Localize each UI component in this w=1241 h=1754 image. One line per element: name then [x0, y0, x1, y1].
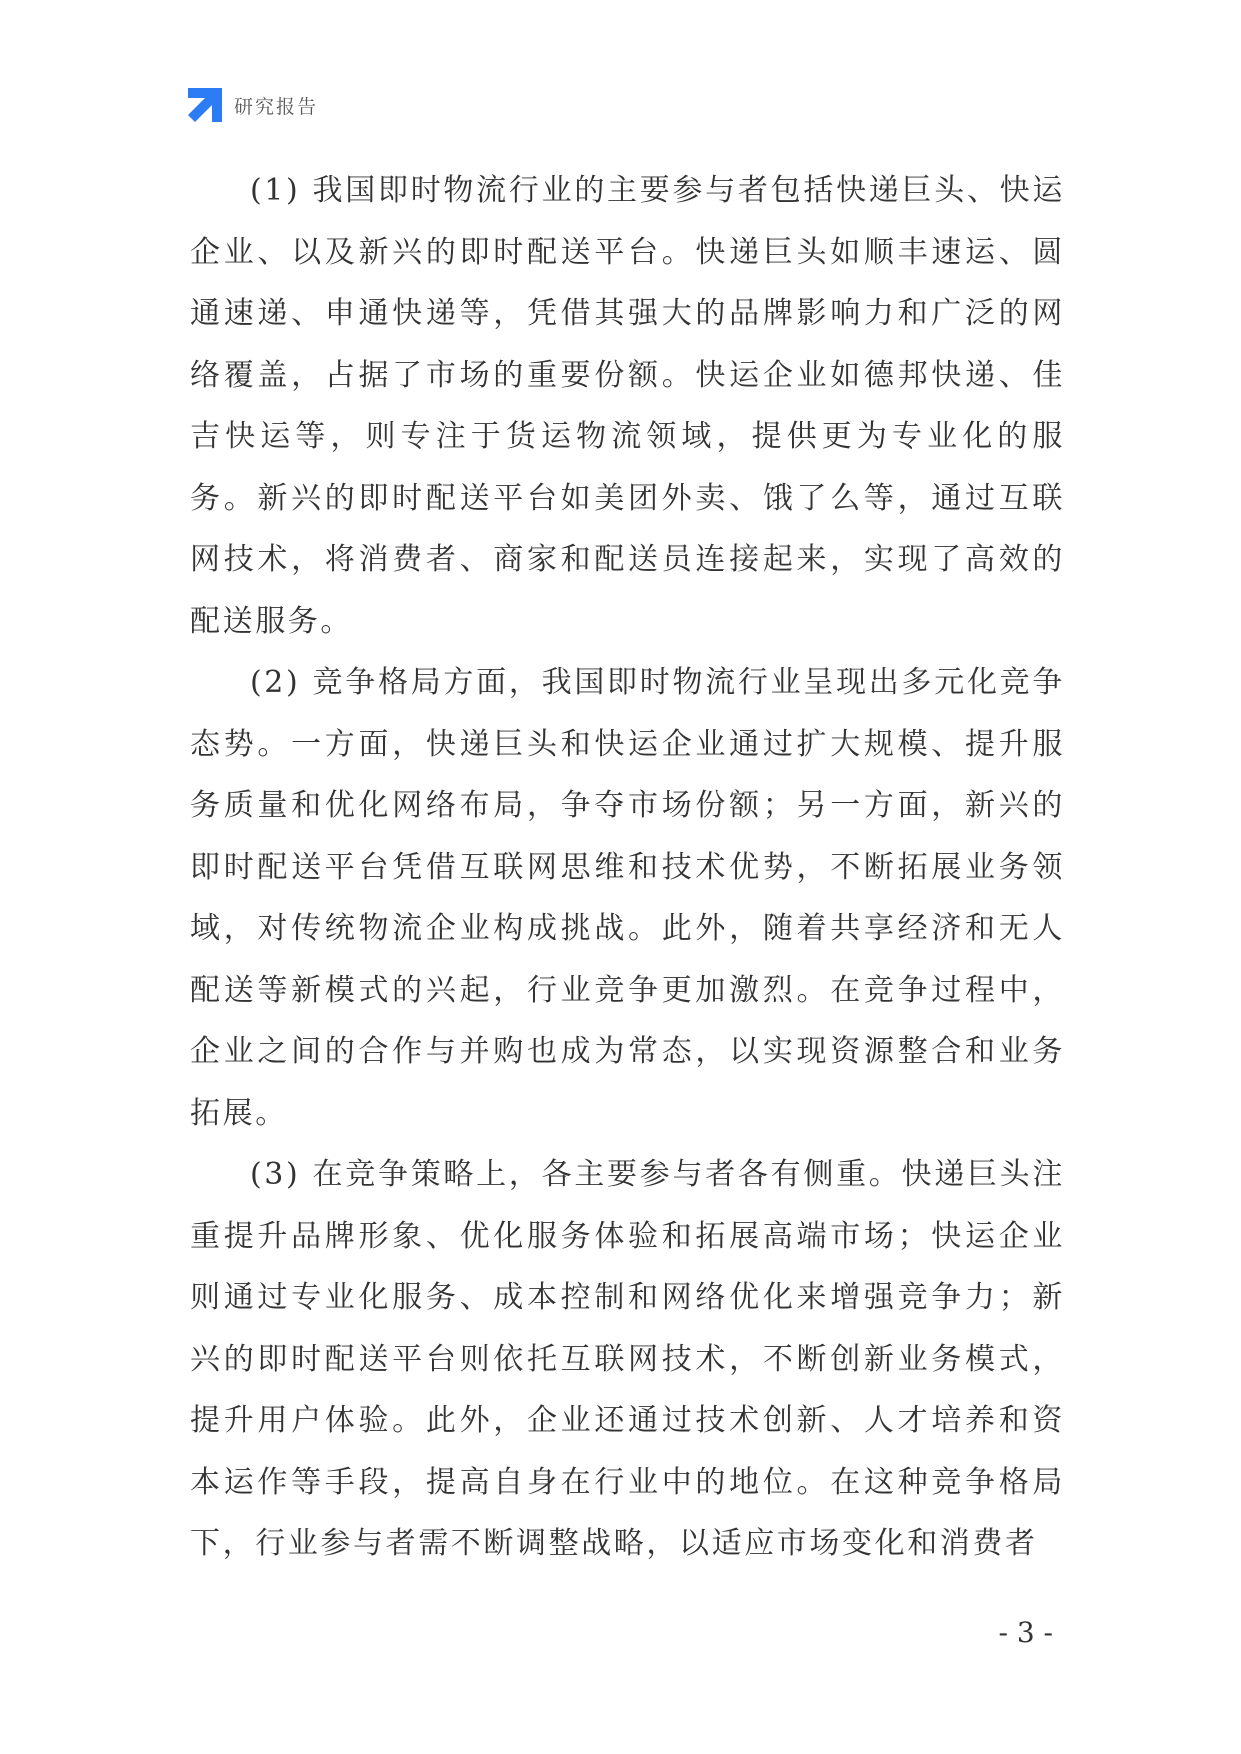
paragraph-3: (3) 在竞争策略上，各主要参与者各有侧重。快递巨头注重提升品牌形象、优化服务体验和拓展高端市场；快运企业则通过专业化服务、成本控制和网络优化来增强竞争力；新兴的即时配送平台则依托互联网技术，不断创新业务模式，提升用户体验。此外，企业还通过技术创新、人才培养和资本运作等手段，提高自身在行业中的地位。在这种竞争格局下，行业参与者需不断调整战略，以适应市场变化和消费者	[190, 1157, 1065, 1561]
arrow-up-right-icon	[188, 88, 222, 122]
paragraph-2: (2) 竞争格局方面，我国即时物流行业呈现出多元化竞争态势。一方面，快递巨头和快运企业通过扩大规模、提升服务质量和优化网络布局，争夺市场份额；另一方面，新兴的即时配送平台凭借互联网思维和技术优势，不断拓展业务领域，对传统物流企业构成挑战。此外，随着共享经济和无人配送等新模式的兴起，行业竞争更加激烈。在竞争过程中，企业之间的合作与并购也成为常态，以实现资源整合和业务拓展。	[190, 665, 1065, 1131]
report-header	[188, 88, 318, 122]
paragraph-1: (1) 我国即时物流行业的主要参与者包括快递巨头、快运企业、以及新兴的即时配送平台。快递巨头如顺丰速运、圆通速递、申通快递等，凭借其强大的品牌影响力和广泛的网络覆盖，占据了市场的重要份额。快运企业如德邦快递、佳吉快运等，则专注于货运物流领域，提供更为专业化的服务。新兴的即时配送平台如美团外卖、饿了么等，通过互联网技术，将消费者、商家和配送员连接起来，实现了高效的配送服务。	[190, 173, 1065, 639]
header-title: 研究报告	[234, 95, 319, 118]
page-number: - 3 -	[998, 1616, 1053, 1649]
report-body	[190, 160, 1065, 1575]
